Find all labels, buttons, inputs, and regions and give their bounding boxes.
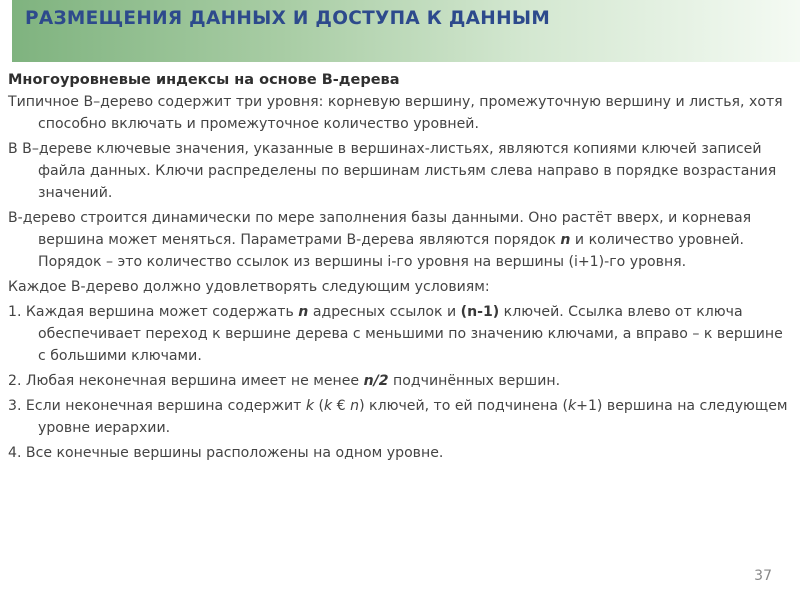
text-segment: ( [314,398,325,414]
text-segment: ) ключей, то ей подчинена ( [359,398,568,414]
key-count-expression: (n-1) [460,304,500,320]
half-order-expression: n/2 [363,373,389,389]
paragraph-leaf-keys: В В–дереве ключевые значения, указанные в вершинах-листьях, являются копиями ключей записей файла данных. Ключи распределены по вершинам листьям слева направо в порядке возрастания значений. [8,141,777,201]
slide-content [8,69,790,467]
k-variable: k [567,398,577,414]
text-segment: В-дерево строится динамически по мере заполнения базы данными. Оно растёт вверх, и корневая вершина может меняться. Параметрами В-дерева являются порядок [8,210,752,248]
order-variable: n [298,304,309,320]
order-variable: n [560,232,571,248]
section-heading: Многоуровневые индексы на основе В-дерева [8,72,400,88]
slide-number: 37 [754,568,772,584]
text-segment: +1) вершина на следующем уровне иерархии. [38,398,788,436]
text-segment: подчинённых вершин. [388,373,561,389]
text-segment: € [332,398,351,414]
text-segment: 3. Если неконечная вершина содержит [8,398,306,414]
condition-item-2 [8,370,790,392]
text-segment: ключей. Ссылка влево от ключа обеспечивает переход к вершине дерева с меньшими по значению ключами, а вправо – к вершине с большими ключами. [38,304,783,364]
k-variable: k [324,398,333,414]
condition-item-3 [8,395,790,439]
condition-item-4: 4. Все конечные вершины расположены на одном уровне. [8,445,444,461]
condition-item-1 [8,301,790,367]
text-segment: 1. Каждая вершина может содержать [8,304,299,320]
paragraph-levels: Типичное В–дерево содержит три уровня: корневую вершину, промежуточную вершину и листья, хотя способно включать и промежуточное количество уровней. [8,94,783,132]
text-segment: адресных ссылок и [308,304,461,320]
n-variable: n [350,398,360,414]
paragraph-order [8,207,790,273]
paragraph-conditions-intro: Каждое В-дерево должно удовлетворять следующим условиям: [8,279,490,295]
text-segment: 2. Любая неконечная вершина имеет не менее [8,373,364,389]
k-variable: k [305,398,315,414]
slide-title: РАЗМЕЩЕНИЯ ДАННЫХ И ДОСТУПА К ДАННЫМ [25,8,551,29]
text-segment: и количество уровней. Порядок – это количество ссылок из вершины i-го уровня на вершины (i+1)-го уровня. [38,232,744,270]
